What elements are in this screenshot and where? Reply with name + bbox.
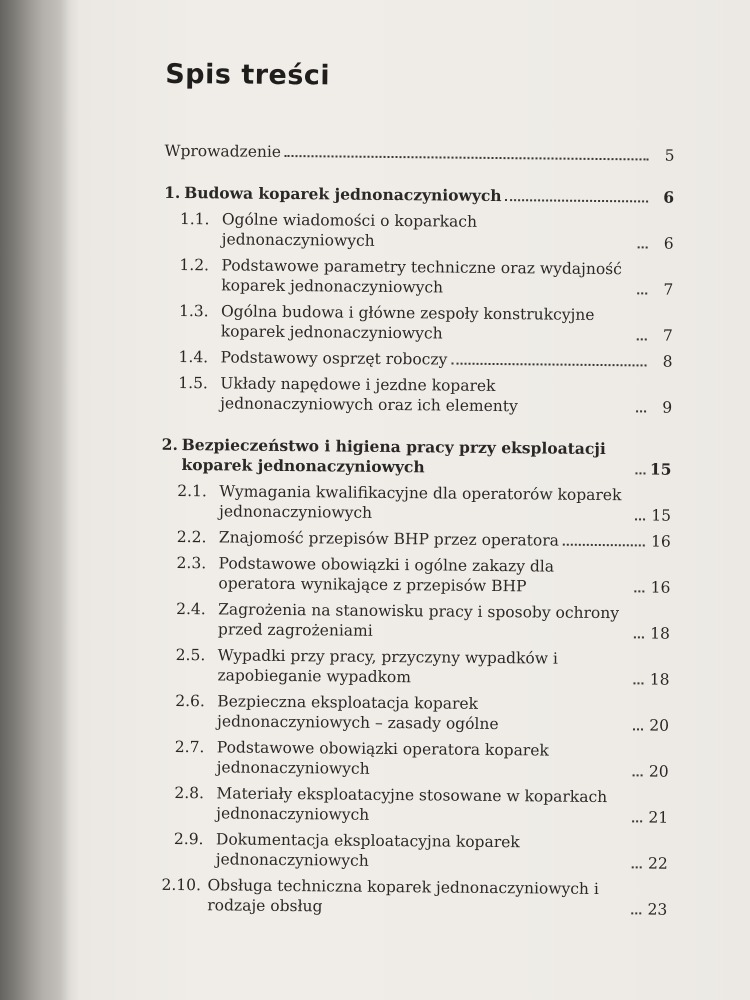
dot-leader xyxy=(635,518,645,520)
toc-page-number: 16 xyxy=(650,578,671,597)
dot-leader xyxy=(451,363,646,367)
toc-section-2-3 xyxy=(160,553,670,598)
toc-page-number: 18 xyxy=(649,670,670,689)
toc-section-2-6 xyxy=(159,691,669,736)
toc-section-title: Układy napędowe i jezdne koparek jednonaczyniowych oraz ich elementy xyxy=(220,374,518,416)
toc-page-number: 22 xyxy=(647,854,668,873)
dot-leader xyxy=(637,338,647,340)
toc-section-title: Zagrożenia na stanowisku pracy i sposoby ochrony przed zagrożeniami xyxy=(217,600,620,640)
toc-section-2-10 xyxy=(157,875,667,920)
dot-leader xyxy=(635,472,645,474)
toc-section-2-7 xyxy=(159,737,669,782)
toc-section-title: Bezpieczna eksploatacja koparek jednonaczyniowych – zasady ogólne xyxy=(216,692,499,734)
toc-page-number: 16 xyxy=(651,532,671,551)
toc-page-number: 20 xyxy=(649,716,670,735)
toc-section-number: 2.5. xyxy=(175,645,206,665)
toc-section-number: 1.4. xyxy=(178,347,209,367)
toc-entry-body xyxy=(219,527,671,551)
dot-leader xyxy=(634,590,644,592)
toc-section-number: 2.1. xyxy=(177,481,207,501)
toc-section-number: 2.3. xyxy=(176,553,207,573)
dot-leader xyxy=(631,912,641,914)
toc-section-number: 1.5. xyxy=(178,373,208,393)
toc-section-number: 1.3. xyxy=(178,301,209,321)
toc-section-title: Wypadki przy pracy, przyczyny wypadków i zapobieganie wypadkom xyxy=(217,646,559,687)
toc-section-number: 2.2. xyxy=(176,527,207,547)
toc-section-title: Materiały eksploatacyjne stosowane w koparkach jednonaczyniowych xyxy=(216,784,608,824)
toc-page-number: 23 xyxy=(647,900,668,919)
toc-section-title: Podstawowe obowiązki i ogólne zakazy dla operatora wynikające z przepisów BHP xyxy=(218,554,555,596)
dot-leader xyxy=(634,636,644,638)
toc-section-title: Podstawowy osprzęt roboczy xyxy=(220,348,448,369)
toc-entry-body xyxy=(217,737,669,781)
dot-leader xyxy=(633,682,643,684)
toc-page-number: 18 xyxy=(650,624,671,643)
toc-chapter-1 xyxy=(164,183,674,208)
page-title: Spis treści xyxy=(165,58,331,92)
dot-leader xyxy=(638,246,648,248)
toc-section-1-3 xyxy=(163,301,673,346)
toc-page-number: 5 xyxy=(664,146,675,165)
toc-entry-body xyxy=(184,183,674,208)
table-of-contents xyxy=(157,141,674,920)
toc-section-number: 2.8. xyxy=(174,783,205,803)
dot-leader xyxy=(285,155,649,160)
toc-section-1-2 xyxy=(163,255,673,300)
toc-section-number: 2.7. xyxy=(174,737,205,757)
dot-leader xyxy=(633,728,643,730)
toc-page-number: 20 xyxy=(648,762,669,781)
toc-entry-title: Wprowadzenie xyxy=(164,141,282,161)
toc-section-title: Dokumentacja eksploatacyjna koparek jednonaczyniowych xyxy=(215,830,520,870)
toc-section-1-1 xyxy=(164,209,674,254)
toc-entry-body xyxy=(216,783,668,827)
toc-section-2-2 xyxy=(161,527,671,552)
toc-entry-body xyxy=(207,875,667,919)
toc-page-number: 15 xyxy=(649,459,672,479)
toc-section-number: 2.10. xyxy=(161,875,202,895)
toc-entry-body xyxy=(216,829,668,873)
toc-chapter-number: 2. xyxy=(161,434,179,454)
toc-section-title: Ogólna budowa i główne zespoły konstrukcyjne koparek jednonaczyniowych xyxy=(220,302,595,343)
toc-section-title: Podstawowe obowiązki operatora koparek jednonaczyniowych xyxy=(216,738,549,778)
toc-page-number: 21 xyxy=(648,808,669,827)
toc-chapter-title: Budowa koparek jednonaczyniowych xyxy=(184,183,502,206)
toc-section-title: Ogólne wiadomości o koparkach jednonaczyniowych xyxy=(221,210,478,250)
dot-leader xyxy=(636,410,646,412)
toc-section-number: 2.6. xyxy=(175,691,205,711)
toc-entry-body xyxy=(217,691,669,735)
toc-section-2-1 xyxy=(161,481,671,526)
toc-section-2-8 xyxy=(158,783,668,828)
toc-entry-body xyxy=(218,599,670,643)
dot-leader xyxy=(506,199,649,202)
toc-section-title: Znajomość przepisów BHP przez operatora xyxy=(218,528,559,550)
toc-section-title: Podstawowe parametry techniczne oraz wydajność koparek jednonaczyniowych xyxy=(221,256,622,297)
toc-page-number: 15 xyxy=(651,506,672,525)
toc-entry-body xyxy=(220,347,672,371)
toc-chapter-2 xyxy=(161,435,671,480)
toc-section-number: 2.9. xyxy=(173,829,204,849)
toc-entry-body xyxy=(181,435,671,480)
toc-page-number: 6 xyxy=(663,234,674,253)
dot-leader xyxy=(632,820,642,822)
toc-page-number: 8 xyxy=(662,352,673,371)
toc-page xyxy=(70,0,750,1000)
toc-entry-body xyxy=(218,553,670,597)
toc-entry-body xyxy=(220,373,672,417)
book-gutter-shadow xyxy=(0,0,72,1000)
toc-section-1-4 xyxy=(162,347,672,372)
toc-page-number: 7 xyxy=(663,280,674,299)
toc-section-number: 1.2. xyxy=(179,255,210,275)
toc-chapter-number: 1. xyxy=(164,182,181,202)
toc-section-number: 2.4. xyxy=(176,599,206,619)
toc-chapter-title: Bezpieczeństwo i higiena pracy przy eksploatacji koparek jednonaczyniowych xyxy=(181,434,606,477)
dot-leader xyxy=(563,544,645,547)
toc-section-2-9 xyxy=(158,829,668,874)
dot-leader xyxy=(633,774,643,776)
toc-page-number: 6 xyxy=(663,187,675,207)
toc-section-1-5 xyxy=(162,373,672,418)
toc-section-title: Wymagania kwalifikacyjne dla operatorów koparek jednonaczyniowych xyxy=(219,482,622,522)
toc-section-title: Obsługa techniczna koparek jednonaczyniowych i rodzaje obsług xyxy=(207,876,599,916)
dot-leader xyxy=(637,292,647,294)
toc-section-2-5 xyxy=(159,645,669,690)
toc-page-number: 7 xyxy=(662,326,673,345)
dot-leader xyxy=(632,866,642,868)
toc-entry-body xyxy=(222,209,674,253)
toc-entry-body xyxy=(219,481,671,525)
toc-entry-body xyxy=(221,301,673,345)
toc-section-2-4 xyxy=(160,599,670,644)
toc-section-number: 1.1. xyxy=(179,209,210,229)
toc-entry-body xyxy=(217,645,669,689)
toc-entry-body xyxy=(221,255,673,299)
toc-page-number: 9 xyxy=(662,398,673,417)
